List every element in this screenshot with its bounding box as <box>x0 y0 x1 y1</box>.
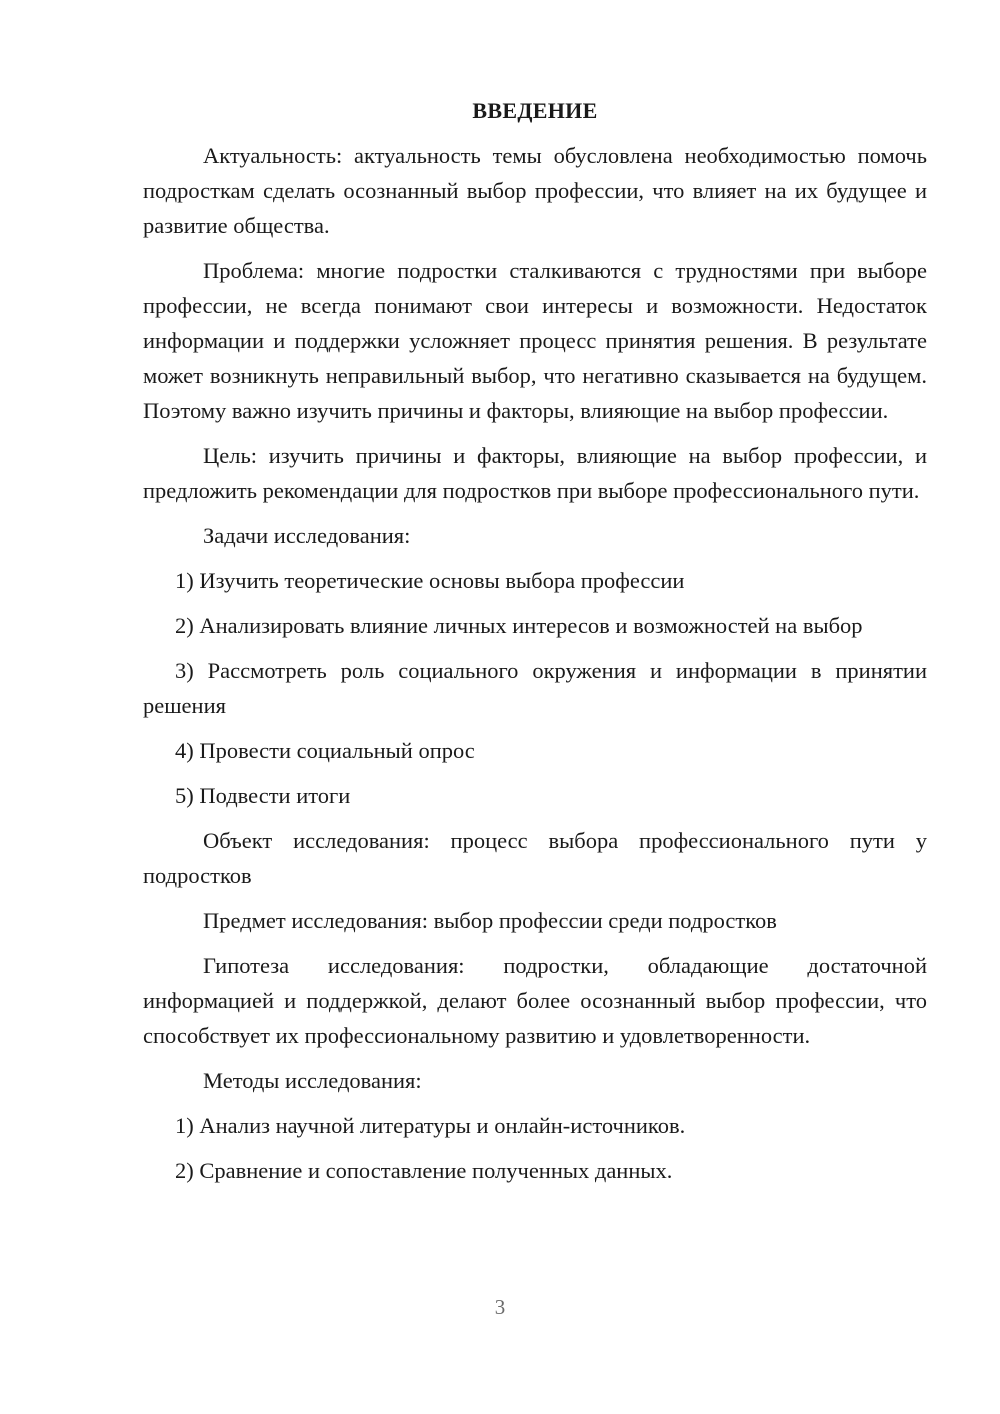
document-page <box>143 93 927 1198</box>
goal-paragraph: Цель: изучить причины и факторы, влияющие на выбор профессии, и предложить рекомендации для подростков при выборе профессионального пути. <box>143 443 927 503</box>
object-paragraph: Объект исследования: процесс выбора профессионального пути у подростков <box>143 828 927 888</box>
relevance-paragraph: Актуальность: актуальность темы обусловлена необходимостью помочь подросткам сделать осознанный выбор профессии, что влияет на их будущее и развитие общества. <box>143 143 927 238</box>
tasks-heading: Задачи исследования: <box>203 523 411 548</box>
section-title: ВВЕДЕНИЕ <box>472 98 598 123</box>
task-item: 3) Рассмотреть роль социального окружения и информации в принятии решения <box>143 658 927 718</box>
task-item: 5) Подвести итоги <box>175 783 351 808</box>
hypothesis-paragraph: Гипотеза исследования: подростки, обладающие достаточной информацией и поддержкой, делают более осознанный выбор профессии, что способствует их профессиональному развитию и удовлетворенности. <box>143 953 927 1048</box>
method-item: 2) Сравнение и сопоставление полученных данных. <box>175 1158 673 1183</box>
task-item: 1) Изучить теоретические основы выбора профессии <box>175 568 685 593</box>
methods-heading: Методы исследования: <box>203 1068 422 1093</box>
task-item: 4) Провести социальный опрос <box>175 738 475 763</box>
method-item: 1) Анализ научной литературы и онлайн-источников. <box>175 1113 686 1138</box>
problem-paragraph: Проблема: многие подростки сталкиваются с трудностями при выборе профессии, не всегда понимают свои интересы и возможности. Недостаток информации и поддержки усложняет процесс принятия решения. В результате может возникнуть неправильный выбор, что негативно сказывается на будущем. Поэтому важно изучить причины и факторы, влияющие на выбор профессии. <box>143 258 927 423</box>
task-item: 2) Анализировать влияние личных интересов и возможностей на выбор <box>175 613 863 638</box>
page-number: 3 <box>494 1295 506 1319</box>
subject-paragraph: Предмет исследования: выбор профессии среди подростков <box>203 908 777 933</box>
